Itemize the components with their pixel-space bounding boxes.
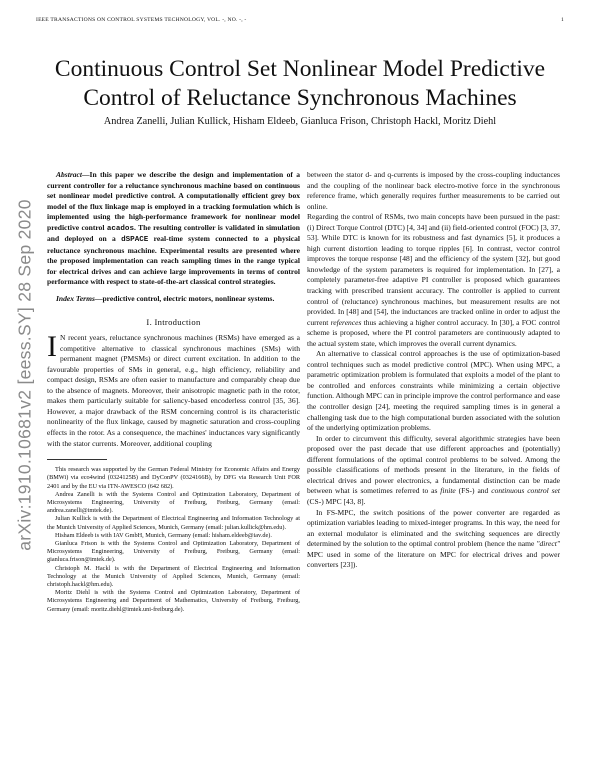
body-paragraph: In FS-MPC, the switch positions of the power converter are regarded as optimization variables leading to mixed-integer programs. In this way, the need for an external modulator is eliminated and the switching sequences are directly determined by the solution to the optimal control problem (hence the name "direct" MPC used in some of the literature on MPC for electrical drives and power converters [23]). xyxy=(307,507,560,570)
arxiv-id: arXiv:1910.10681v2 [eess.SY] 28 Sep 2020 xyxy=(14,199,35,551)
abstract-label: Abstract xyxy=(56,170,82,179)
index-terms-label: Index Terms xyxy=(56,294,95,304)
dropcap: I xyxy=(47,330,57,364)
index-terms: Index Terms—predictive control, electric motors, nonlinear systems. xyxy=(56,294,275,304)
section-heading: I. Introduction xyxy=(146,316,201,327)
body-paragraph: An alternative to classical control approaches is the use of optimization-based control techniques such as model predictive control (MPC). When using MPC, a parametric optimization problem is formulated that exploits a model of the plant to be controlled and enforces constraints while minimizing a certain objective function. Although MPC can in principle improve the control performance and ease the controller design [24], meeting the required sampling times is in general a challenging task due to the high computational burden associated with the solution of the underlying optimization problems. xyxy=(307,349,560,433)
footnotes xyxy=(47,466,300,614)
abstract: Abstract—In this paper we describe the design and implementation of a current controller for a reluctance synchronous machine based on continuous set nonlinear model predictive control. A computationally efficient grey box model of the flux linkage map is employed in a tracking formulation which is implemented using the high-performance framework for nonlinear model predictive control acados. The resulting controller is validated in simulation and deployed on a dSPACE real-time system connected to a physical reluctance synchronous machine. Experimental results are presented where the proposed implementation can reach sampling times in the range typical for electrical drives and can achieve large improvements in terms of control performance with respect to state-of-the-art classical control strategies. xyxy=(47,170,300,287)
right-column xyxy=(307,170,560,571)
author-list: Andrea Zanelli, Julian Kullick, Hisham Eldeeb, Gianluca Frison, Christoph Hackl, Moritz Diehl xyxy=(103,116,497,127)
body-paragraph: In order to circumvent this difficulty, several algorithmic strategies have been proposed over the past decade that use different approaches and (potentially) different formulations of the optimal control problems to be solved. Among the possible classifications of methods present in the literature, in the fields of electrical drives and power electronics, a fundamental distinction can be made between what is sometimes referred to as finite (FS-) and continuous control set (CS-) MPC [43, 8]. xyxy=(307,433,560,506)
running-header xyxy=(36,17,564,27)
intro-paragraph: I N recent years, reluctance synchronous machines (RSMs) have emerged as a competitive alternative to classical synchronous machines (SMs) with permanent magnet (PMSMs) or direct current excitation. In addition to the favourable properties of SMs in general, e.g., high efficiency, reliability and compact design, RSMs are often easier to manufacture and comparably cheap due to the absence of magnets. Moreover, their anisotropic magnetic path in the rotor, makes them particularly suitable for saliency-based encoderless control [35, 36]. However, a major drawback of the RSM concerning control is its characteristic nonlinearity of the flux linkage, caused by magnetic saturation and cross-coupling effects in the rotor. As a consequence, the machines' inductances vary significantly with the stator currents. Moreover, additional coupling xyxy=(47,330,300,448)
body-paragraph: between the stator d- and q-currents is imposed by the cross-coupling inductances and the coupling of the nonlinear back electro-motive force in the synchronous reference frame, which generally requires further measurements to be carried out online. xyxy=(307,170,560,211)
body-paragraph: Regarding the control of RSMs, two main concepts have been pursued in the past: (i) Direct Torque Control (DTC) [4, 34] and (ii) field-oriented control (FOC) [3, 37, 53]. While DTC is known for its robustness and fast dynamics [5], it produces a high current distortion leading to torque ripples [6]. In contrast, vector control improves the torque response [48] and the efficiency of the system [32], but good knowledge of the system parameters is required for implementation. In [27], a completely parameter-free adaptive PI controller is proposed which guarantees tracking with prescribed transient accuracy. The controller is applied to current control of (reluctance) synchronous machines, but measurement results are not provided. In [48] and [54], the inductances are tracked online in order to adjust the current references thus achieving a higher control accuracy. In [30], a FOC control scheme is proposed, where the PI control parameters are continuously adapted to the actual system state, which improves the overall current dynamics. xyxy=(307,212,560,348)
footnote-author: Moritz Diehl is with the Systems Control and Optimization Laboratory, Department of Microsystems Engineering and Department of Mathematics, University of Freiburg, Freiburg, Germany (email: moritz.diehl@imtek.uni-freiburg.de). xyxy=(47,589,300,613)
code-acados: acados xyxy=(106,224,134,233)
footnote-author: Andrea Zanelli is with the Systems Control and Optimization Laboratory, Department of Microsystems Engineering, University of Freiburg, Freiburg, Germany (email: andrea.zanelli@imtek.de). xyxy=(47,490,300,515)
journal-name: IEEE TRANSACTIONS ON CONTROL SYSTEMS TECHNOLOGY, VOL. -, NO. -, - xyxy=(36,17,247,23)
footnote-author: Julian Kullick is with the Department of Electrical Engineering and Information Technology at the Munich University of Applied Sciences, Munich, Germany (email: julian.kullick@hm.edu). xyxy=(47,515,300,531)
footnote-author: Hisham Eldeeb is with IAV GmbH, Munich, Germany (email: hisham.eldeeb@iav.de). xyxy=(55,531,272,539)
footnote-author: Gianluca Frison is with the Systems Control and Optimization Laboratory, Department of Microsystems Engineering, University of Freiburg, Freiburg, Germany (email: gianluca.frison@imtek.de). xyxy=(47,539,300,564)
arxiv-watermark xyxy=(10,160,40,590)
footnote-rule xyxy=(47,459,107,460)
page-number: 1 xyxy=(561,17,564,23)
footnote-funding: This research was supported by the German Federal Ministry for Economic Affairs and Energy (BMWi) via eco4wind (0324125B) and DyConPV (0324166B), by DFG via Research Unit FOR 2401 and by the EU via ITN-AWESCO (642 682). xyxy=(47,466,300,490)
left-column xyxy=(47,170,300,614)
footnote-author: Christoph M. Hackl is with the Department of Electrical Engineering and Information Technology at the Munich University of Applied Sciences, Munich, Germany (email: christoph.hackl@hm.edu). xyxy=(47,564,300,588)
paper-title: Continuous Control Set Nonlinear Model Predictive Control of Reluctance Synchronous Machines xyxy=(54,56,546,111)
code-dspace: dSPACE xyxy=(121,236,149,245)
